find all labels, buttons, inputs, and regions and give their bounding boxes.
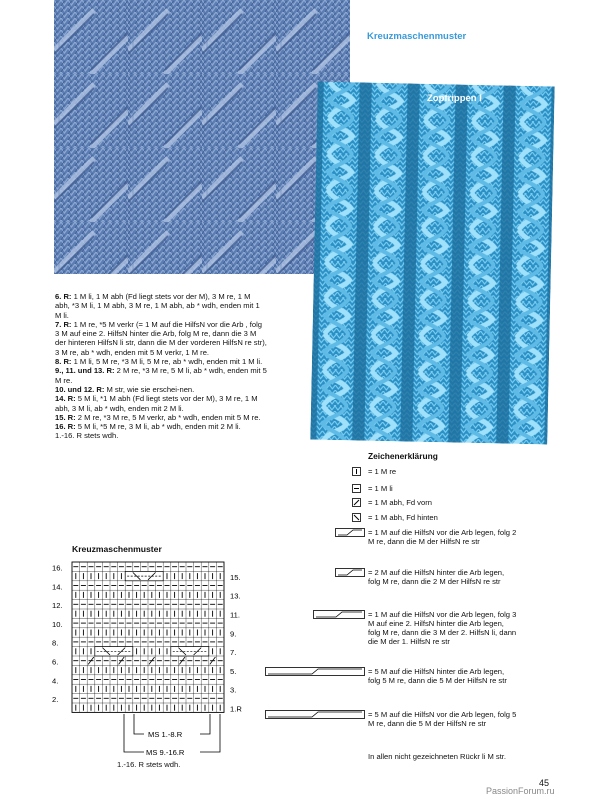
chart-row-label-left: 4. xyxy=(52,676,59,686)
instruction-row xyxy=(55,413,267,422)
instruction-text: M str, wie sie erschei-nen. xyxy=(104,384,195,394)
chart-row-label-left: 14. xyxy=(52,582,63,592)
instruction-row xyxy=(55,394,267,413)
legend-symbol-icon xyxy=(335,528,365,537)
instruction-row xyxy=(55,385,267,394)
kreuzmaschen-caption: Kreuzmaschenmuster xyxy=(367,31,467,42)
chart-row-label-right: 9. xyxy=(230,629,237,639)
chart-row-label-right: 15. xyxy=(230,572,241,582)
instruction-label: 9., 11. und 13. R: xyxy=(55,366,115,376)
legend-symbol-icon xyxy=(265,710,365,719)
ms-label-2: MS 9.-16.R xyxy=(146,748,185,757)
instruction-row xyxy=(55,431,267,440)
instructions-block xyxy=(55,292,267,441)
instruction-text: 2 M re, *3 M re, 5 M li, ab * wdh, enden mit 5 M re. xyxy=(55,366,267,385)
instruction-text: 1 M li, 1 M abh (Fd liegt stets vor der M), 3 M re, 1 M abh, *3 M li, 1 M abh, 3 M re, 1 M abh, ab * wdh, enden mit 1 M li. xyxy=(55,292,260,320)
legend-symbol-icon xyxy=(335,568,365,577)
chart-row-label-right: 1.R xyxy=(230,704,242,714)
instruction-text: 5 M li, *5 M re, 3 M li, ab * wdh, enden mit 2 M li. xyxy=(75,422,241,432)
chart-row-label-left: 16. xyxy=(52,563,63,573)
legend-symbol-icon xyxy=(352,498,361,507)
legend-symbol-icon xyxy=(265,667,365,676)
instruction-label: 7. R: xyxy=(55,319,72,329)
legend-item-text: = 5 M auf die HilfsN hinter die Arb legen, folg 5 M re, dann die 5 M der HilfsN re str xyxy=(368,667,507,685)
instruction-row xyxy=(55,292,267,320)
instruction-text: 1.-16. R stets wdh. xyxy=(55,431,119,441)
instruction-label: 6. R: xyxy=(55,292,72,301)
chart-row-label-right: 13. xyxy=(230,591,241,601)
legend-item-text: = 1 M re xyxy=(368,467,397,476)
instruction-label: 14. R: xyxy=(55,394,76,404)
kreuzmaschen-photo xyxy=(54,0,350,274)
instruction-row xyxy=(55,357,267,366)
watermark: PassionForum.ru xyxy=(486,786,555,796)
chart-row-label-left: 6. xyxy=(52,657,59,667)
chart-row-label-right: 11. xyxy=(230,610,240,620)
instruction-label: 16. R: xyxy=(55,422,76,432)
legend-item-text: = 2 M auf die HilfsN hinter die Arb legen, folg M re, dann die 2 M der HilfsN re str xyxy=(368,568,505,586)
instruction-label: 15. R: xyxy=(55,412,76,422)
chart-note: 1.-16. R stets wdh. xyxy=(117,760,181,769)
legend-title: Zeichenerklärung xyxy=(368,451,438,461)
legend-symbol-icon xyxy=(352,467,361,476)
legend xyxy=(352,452,522,467)
instruction-row xyxy=(55,422,267,431)
chart-row-label-left: 10. xyxy=(52,619,63,629)
chart-row-label-left: 2. xyxy=(52,695,59,705)
chart-row-label-right: 7. xyxy=(230,648,237,658)
instruction-text: 2 M re, *3 M re, 5 M verkr, ab * wdh, enden mit 5 M re. xyxy=(75,412,261,422)
instruction-text: 5 M li, *1 M abh (Fd liegt stets vor der M), 3 M re, 1 M abh, 3 M li, ab * wdh, enden mit 2 M li. xyxy=(55,394,258,413)
chart-row-label-left: 8. xyxy=(52,638,59,648)
zopfrippen-photo xyxy=(310,82,554,445)
instruction-text: 1 M re, *5 M verkr (= 1 M auf die HilfsN vor die Arb , folg 3 M auf eine 2. HilfsN hinter die Arb, folg M re, dann die 3 M der hinteren HilfsN li str, dann die M der vorderen HilfsN re str), 3 M re, ab * wdh, enden mit 5 M verkr, 1 M re. xyxy=(55,319,267,357)
legend-item-text: = 1 M auf die HilfsN vor die Arb legen, folg 2 M re, dann die M der HilfsN re str xyxy=(368,528,517,546)
legend-item-text: = 1 M abh, Fd hinten xyxy=(368,513,438,522)
chart-title: Kreuzmaschenmuster xyxy=(72,544,162,554)
knitting-chart xyxy=(50,556,250,766)
zopfrippen-caption: Zopfrippen I xyxy=(427,93,482,104)
instruction-row xyxy=(55,366,267,385)
legend-footer-note: In allen nicht gezeichneten Rückr li M str. xyxy=(368,752,507,761)
legend-item-text: = 1 M auf die HilfsN vor die Arb legen, folg 3 M auf eine 2. HilfsN hinter die Arb legen, folg M re, dann die 3 M der 2. HilfsN li, dann die M der 1. HilfsN re str xyxy=(368,610,517,646)
legend-symbol-icon xyxy=(313,610,365,619)
ms-label-1: MS 1.-8.R xyxy=(148,730,183,739)
legend-symbol-icon xyxy=(352,513,361,522)
page-number: 45 xyxy=(539,778,550,788)
legend-symbol-icon xyxy=(352,484,361,493)
instruction-label: 8. R: xyxy=(55,357,72,367)
instruction-text: 1 M li, 5 M re, *3 M li, 5 M re, ab * wdh, enden mit 1 M li. xyxy=(71,357,263,367)
chart-row-label-left: 12. xyxy=(52,601,63,611)
legend-item-text: = 1 M abh, Fd vorn xyxy=(368,498,432,507)
legend-item-text: = 5 M auf die HilfsN vor die Arb legen, folg 5 M re, dann die 5 M der HilfsN re str xyxy=(368,710,517,728)
instruction-row xyxy=(55,320,267,357)
instruction-label: 10. und 12. R: xyxy=(55,384,105,394)
chart-row-label-right: 5. xyxy=(230,666,237,676)
legend-item-text: = 1 M li xyxy=(368,484,393,493)
chart-row-label-right: 3. xyxy=(230,685,237,695)
